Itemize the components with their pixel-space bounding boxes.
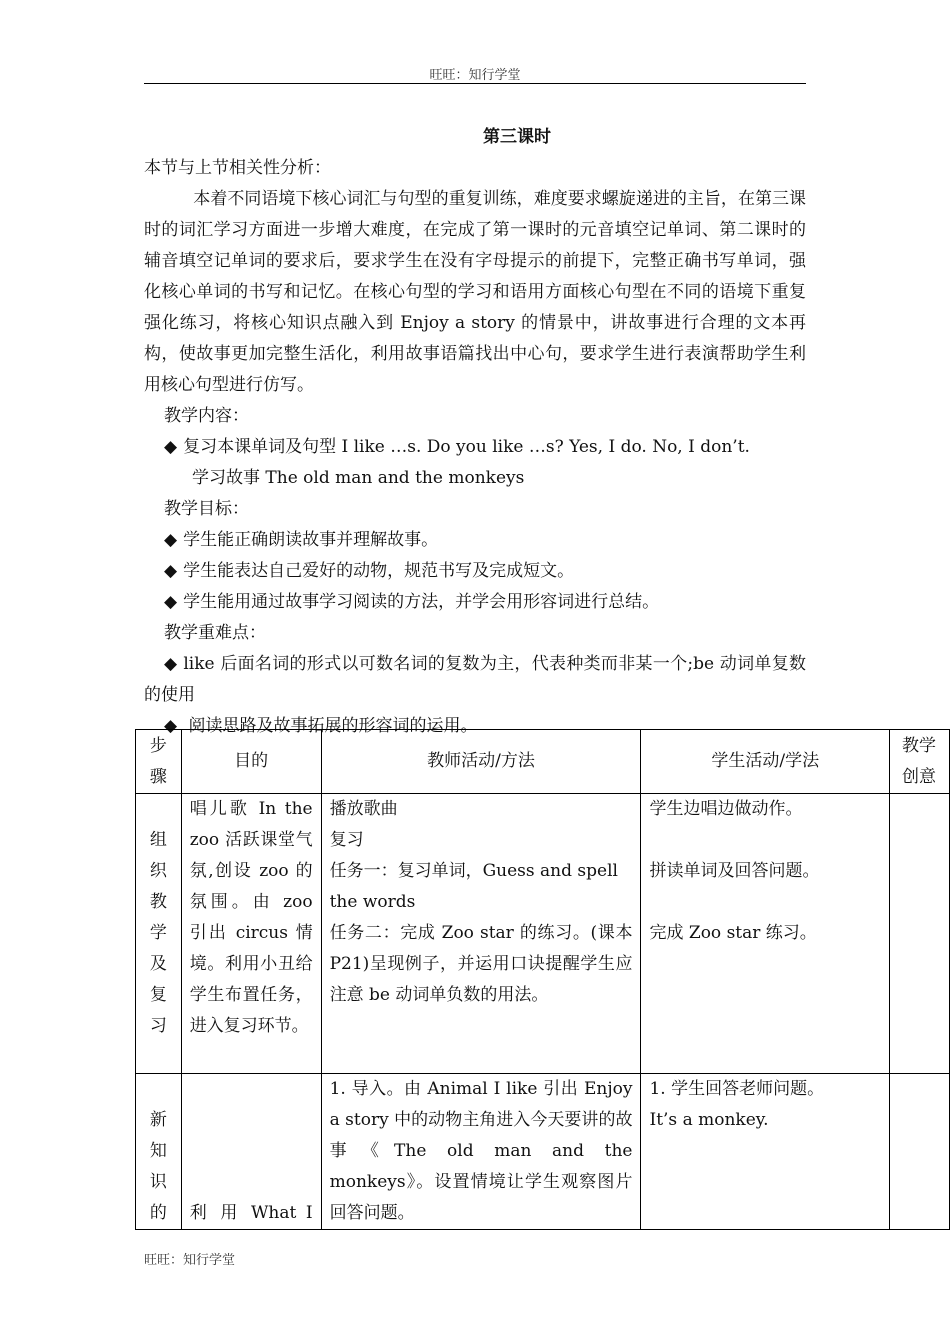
content-heading: 教学内容： bbox=[164, 406, 249, 426]
bullet-icon: ◆ bbox=[164, 437, 178, 457]
purpose-cell: 利 用 What I bbox=[181, 1074, 321, 1230]
header-student-activity: 学生活动/学法 bbox=[641, 730, 890, 794]
student-line: 学生边唱边做动作。 bbox=[649, 799, 803, 819]
student-line: 完成 Zoo star 练习。 bbox=[649, 923, 817, 943]
content-item: 学习故事 The old man and the monkeys bbox=[192, 468, 525, 488]
header-teacher-activity: 教师活动/方法 bbox=[321, 730, 641, 794]
purpose-cell: 唱儿歌 In the zoo 活跃课堂气氛,创设 zoo 的氛围。由 zoo 引出 circus 情境。利用小丑给学生布置任务，进入复习环节。 bbox=[181, 794, 321, 1074]
difficulty-item: ◆ 阅读思路及故事拓展的形容词的运用。 bbox=[164, 716, 478, 736]
bullet-icon: ◆ bbox=[164, 654, 178, 674]
teacher-line: 1. 导入。由 Animal I like 引出 Enjoy a story 中的动物主角进入今天要讲的故事《The old man and the monkeys》。设置情境让学生观察图片回答问题。 bbox=[329, 1079, 633, 1223]
student-line: 1. 学生回答老师问题。 bbox=[649, 1079, 825, 1099]
teaching-idea-cell bbox=[890, 794, 950, 1074]
lesson-plan-table bbox=[135, 729, 950, 1230]
table-row bbox=[136, 1074, 950, 1230]
bullet-icon: ◆ bbox=[164, 716, 178, 736]
goal-item: ◆ 学生能表达自己爱好的动物，规范书写及完成短文。 bbox=[164, 561, 575, 581]
goal-item: ◆ 学生能用通过故事学习阅读的方法，并学会用形容词进行总结。 bbox=[164, 592, 660, 612]
header-purpose: 目的 bbox=[181, 730, 321, 794]
teacher-activity-cell bbox=[321, 1074, 641, 1230]
content-item: ◆ 复习本课单词及句型 I like …s. Do you like …s? Yes, I do. No, I don’t. bbox=[164, 437, 750, 457]
page-header: 旺旺：知行学堂 bbox=[429, 68, 521, 83]
relevance-paragraph: 本着不同语境下核心词汇与句型的重复训练，难度要求螺旋递进的主旨，在第三课时的词汇学习方面进一步增大难度，在完成了第一课时的元音填空记单词、第二课时的辅音填空记单词的要求后，要求学生在没有字母提示的前提下，完整正确书写单词，强化核心单词的书写和记忆。在核心句型的学习和语用方面核心句型在不同的语境下重复强化练习，将核心知识点融入到 Enjoy a story 的情景中，讲故事进行合理的文本再构，使故事更加完整生活化，利用故事语篇找出中心句，要求学生进行表演帮助学生利用核心句型进行仿写。 bbox=[144, 189, 806, 395]
difficulty-item: ◆ like 后面名词的形式以可数名词的复数为主，代表种类而非某一个;be 动词单复数的使用 bbox=[144, 654, 806, 705]
document-body bbox=[144, 122, 806, 742]
student-line: It’s a monkey. bbox=[649, 1110, 769, 1130]
student-activity-cell bbox=[641, 1074, 890, 1230]
bullet-icon: ◆ bbox=[164, 530, 178, 550]
document-title: 第三课时 bbox=[483, 127, 551, 147]
teacher-line: 任务二：完成 Zoo star 的练习。(课本 P21)呈现例子，并运用口诀提醒学生应注意 be 动词单负数的用法。 bbox=[329, 923, 633, 1005]
teacher-line: 复习 bbox=[329, 830, 364, 850]
teacher-line: 任务一：复习单词，Guess and spell the words bbox=[329, 861, 618, 912]
relevance-heading: 本节与上节相关性分析： bbox=[144, 158, 331, 178]
student-line bbox=[649, 887, 881, 918]
page-footer: 旺旺：知行学堂 bbox=[144, 1253, 236, 1268]
table-header-row bbox=[136, 730, 950, 794]
step-cell: 组织教学及复习 bbox=[136, 794, 182, 1074]
student-activity-cell bbox=[641, 794, 890, 1074]
bullet-icon: ◆ bbox=[164, 561, 178, 581]
teaching-idea-cell bbox=[890, 1074, 950, 1230]
difficulty-heading: 教学重难点： bbox=[164, 623, 266, 643]
header-teaching-idea: 教学创意 bbox=[890, 730, 950, 794]
table-row bbox=[136, 794, 950, 1074]
goals-heading: 教学目标： bbox=[164, 499, 249, 519]
step-cell: 新知识的 bbox=[136, 1074, 182, 1230]
teacher-activity-cell bbox=[321, 794, 641, 1074]
goal-item: ◆ 学生能正确朗读故事并理解故事。 bbox=[164, 530, 439, 550]
header-step: 步骤 bbox=[136, 730, 182, 794]
bullet-icon: ◆ bbox=[164, 592, 178, 612]
student-line: 拼读单词及回答问题。 bbox=[649, 861, 820, 881]
student-line bbox=[649, 825, 881, 856]
header-rule bbox=[144, 83, 806, 84]
teacher-line: 播放歌曲 bbox=[329, 799, 398, 819]
